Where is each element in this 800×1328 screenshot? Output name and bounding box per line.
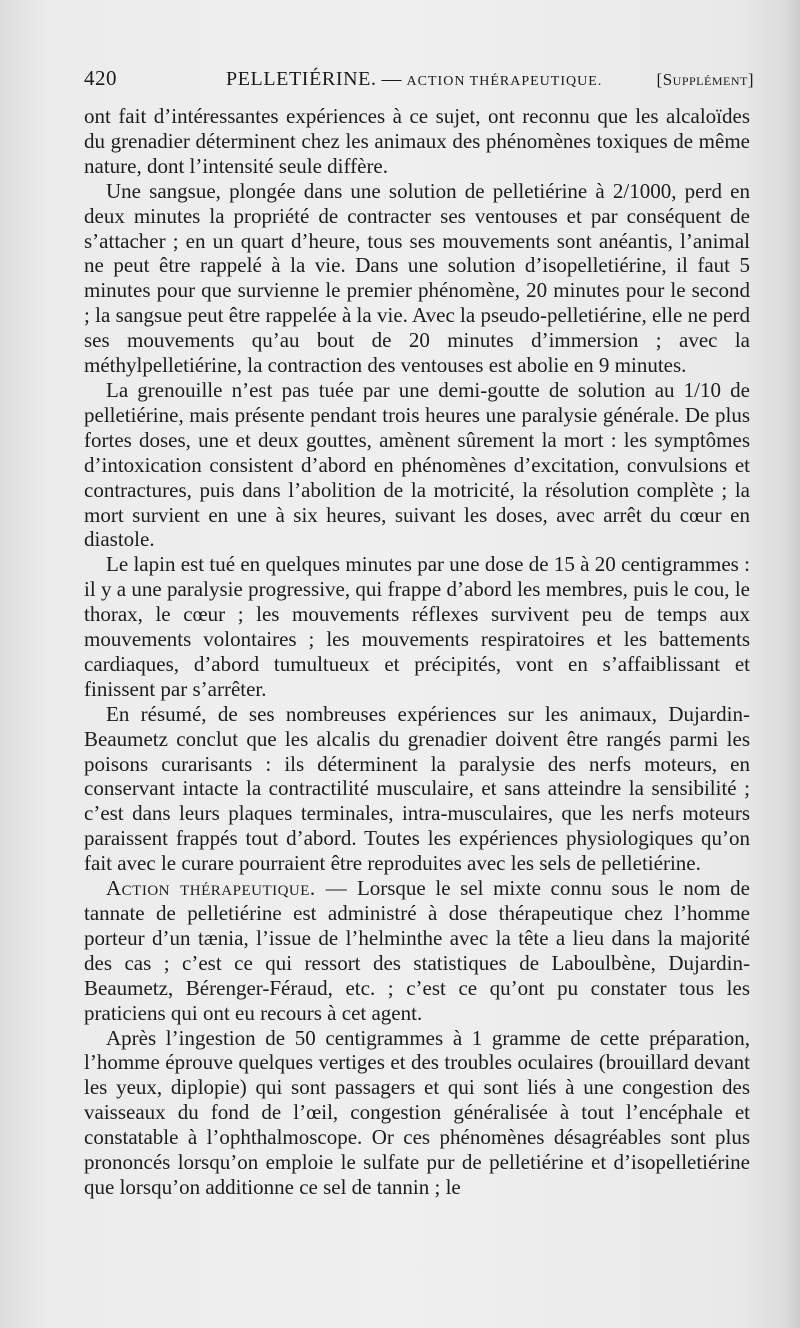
page-edge-shadow: [786, 0, 800, 1328]
paragraph-resume: En résumé, de ses nombreuses expériences sur les animaux, Dujardin-Beaumetz conclut que les alcalis du grenadier doivent être rangés parmi les poisons curarisants : ils déterminent la paralysie des nerfs moteurs, en conservant intacte la contractilité musculaire, et sans atteindre la sensibilité ; c’est dans leurs plaques terminales, intra-musculaires, que les nerfs moteurs paraissent frappés tout d’abord. Toutes les expériences physiologiques qu’on fait avec le curare pourraient être reproduites avec les sels de pelletiérine.: [84, 701, 750, 876]
page-number: 420: [84, 66, 117, 90]
running-header: [84, 66, 754, 100]
paragraph-sangsue: Une sangsue, plongée dans une solution de pelletiérine à 2/1000, perd en deux minutes la propriété de contracter ses ventouses et par conséquent de s’attacher ; en un quart d’heure, tous ses mouvements sont anéantis, l’animal ne peut être rappelé à la vie. Dans une solution d’isopelletiérine, il faut 5 minutes pour que survienne le premier phénomène, 20 minutes pour le second ; la sangsue peut être rappelée à la vie. Avec la pseudo-pelletiérine, elle ne perd ses mouvements qu’au bout de 20 minutes d’immersion ; avec la méthylpelletiérine, la contraction des ventouses est abolie en 9 minutes.: [84, 178, 750, 378]
header-title: PELLETIÉRINE.: [226, 68, 377, 90]
body-text: [84, 104, 750, 1200]
paragraph-ingestion: Après l’ingestion de 50 centigrammes à 1 gramme de cette préparation, l’homme éprouve quelques vertiges et des troubles oculaires (brouillard devant les yeux, diplopie) qui sont passagers et qui sont liés à une congestion des vaisseaux du fond de l’œil, congestion généralisée à tout l’encéphale et constatable à l’ophthalmoscope. Or ces phénomènes désagréables sont plus prononcés lorsqu’on emploie le sulfate pur de pelletiérine et d’isopelletiérine que lorsqu’on additionne ce sel de tannin ; le: [84, 1025, 750, 1199]
paragraph-lapin: Le lapin est tué en quelques minutes par une dose de 15 à 20 centigrammes : il y a une paralysie progressive, qui frappe d’abord les membres, puis le cou, le thorax, le cœur ; les mouvements réflexes survivent peu de temps aux mouvements volontaires ; les mouvements respiratoires et les battements cardiaques, d’abord tumultueux et précipités, vont en s’affaiblissant et finissent par s’arrêter.: [84, 552, 750, 701]
header-section: [Supplément]: [656, 70, 754, 89]
running-title: [144, 68, 657, 91]
paragraph-continued: ont fait d’intéressantes expériences à ce sujet, ont reconnu que les alcaloïdes du grenadier déterminent chez les animaux des phénomènes toxiques de même nature, dont l’intensité seule diffère.: [84, 104, 750, 178]
section-heading: Action thérapeutique. —: [106, 876, 348, 901]
paragraph-grenouille: La grenouille n’est pas tuée par une demi-goutte de solution au 1/10 de pelletiérine, mais présente pendant trois heures une paralysie générale. De plus fortes doses, une et deux gouttes, amènent sûrement la mort : les symptômes d’intoxication consistent d’abord en phénomènes d’excitation, convulsions et contractures, puis dans l’abolition de la motricité, la résolution complète ; la mort survient en une à six heures, suivant les doses, avec arrêt du cœur en diastole.: [84, 377, 750, 552]
header-dash: —: [381, 68, 402, 90]
paragraph-action-therapeutique: [84, 876, 750, 1025]
header-subtitle: ACTION THÉRAPEUTIQUE.: [406, 74, 603, 89]
section-heading-text: Lorsque le sel mixte connu sous le nom de tannate de pelletiérine est administré à dose thérapeutique chez l’homme porteur d’un tænia, l’issue de l’helminthe avec la tête a lieu dans la majorité des cas ; c’est ce qui ressort des statistiques de Laboulbène, Dujardin-Beaumetz, Bérenger-Féraud, etc. ; c’est ce qu’ont pu constater tous les praticiens qui ont eu recours à cet agent.: [84, 876, 751, 1025]
